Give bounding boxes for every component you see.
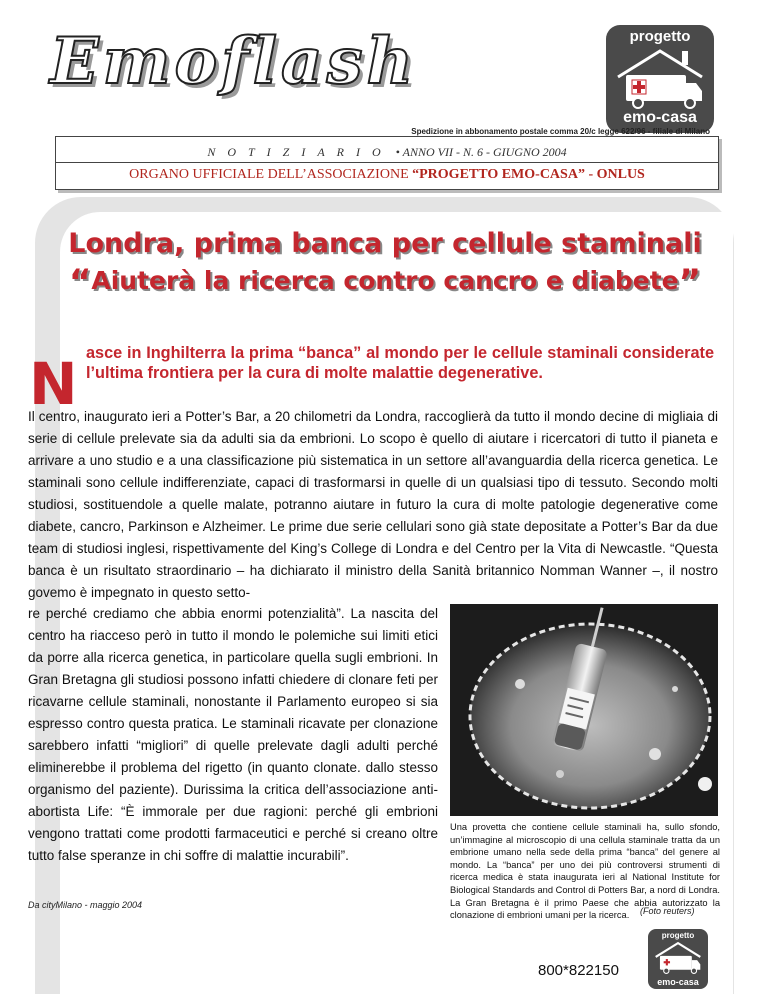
organo-name: “PROGETTO EMO-CASA” [412,167,585,182]
photo-credit: (Foto reuters) [640,906,695,916]
progetto-emo-casa-logo [606,25,714,133]
article-title-line2 [40,262,730,302]
organo-suffix: - ONLUS [588,167,645,182]
stem-cell-photo [450,604,718,816]
divider [56,162,718,163]
title-line2-text: Aiuterà la ricerca contro cancro e diabete [91,266,679,295]
drop-cap: N [29,350,78,418]
logo-top-text: progetto [629,28,691,45]
logo-bottom-text: emo-casa [623,109,697,126]
article-body-column: re perché crediamo che abbia enormi potenzialità”. La nascita del centro ha riacceso però in tutto il mondo le polemiche sui limiti etici da porre alla ricerca genetica, in particolare quella sugli embrioni. In Gran Bretagna gli studiosi possono infatti chiedere di clonare feti per ricavarne cellule staminali, nonostante il Parlamento europeo si sia espresso contro questa pratica. Le staminali ricavate per clonazione sarebbero infatti “migliori” di quelle prelevate dagli adulti perché eliminerebbe il problema del rigetto (in quanto clonate. dallo stesso organismo del paziente). Durissima la critica dell’associazione anti-abortista Life: “È immorale per due ragioni: perché gli embrioni vengono trattati come prodotti farmaceutici e perché si creano oltre tutto false speranze in chi soffre di malattie incurabili”. [28,606,438,863]
progetto-emo-casa-logo-small [648,929,708,989]
notiziario-label: NOTIZIARIO [207,145,393,159]
issue-info: • ANNO VII - N. 6 - GIUGNO 2004 [395,145,567,159]
article-title-line1: Londra, prima banca per cellule staminali [68,228,702,259]
phone-number: 800*822150 [538,962,619,979]
organo-prefix: ORGANO UFFICIALE DELL’ASSOCIAZIONE [129,167,409,182]
title-open-quote: “ [69,262,92,302]
house-van-icon-small [652,941,704,975]
organo-line [56,167,718,183]
title-close-quote: ” [678,262,701,302]
house-van-icon [612,47,708,111]
logo-small-bottom-text: emo-casa [657,977,699,987]
logo-small-top-text: progetto [661,931,695,940]
article-lead: asce in Inghilterra la prima “banca” al mondo per le cellule staminali considerate l’ultima frontiera per la cura di molte malattie degenerative. [86,344,714,382]
header-info-box [55,136,719,190]
article-body-full: Il centro, inaugurato ieri a Potter’s Bar, a 20 chilometri da Londra, raccoglierà da tutto il mondo decine di migliaia di serie di cellule prelevate sia da adulti sia da embrioni. Lo scopo è quello di aiutare i ricercatori di tutto il pianeta e arrivare a uno studio e a una classificazione più sistematica in un settore all’avanguardia della ricerca genetica. Le staminali sono cellule indifferenziate, capaci di trasformarsi in quelle di un qualsiasi tipo di tessuto. Secondo molti studiosi, sostituendole a quelle malate, potranno aiutare in futuro la cura di molte patologie degenerative come diabete, cancro, Parkinson e Alzheimer. Le prime due serie cellulari sono già state depositate a Potter’s Bar da due team di studiosi inglesi, rispettivamente del King’s College di Londra e del Centro per la Vita di Newcastle. “Questa banca è un risultato straordinario – ha dichiarato il ministro della Sanità britannico Nomman Wanner –, il nostro govemo è impegnato in questo setto- [28,409,718,600]
article-source: Da cityMilano - maggio 2004 [28,900,143,910]
masthead-title: Emoflash [50,24,418,99]
issue-line [56,145,718,160]
postal-notice: Spedizione in abbonamento postale comma 20/c legge 622/96 - filiale di Milano [411,127,710,136]
test-tube-microscope-image [450,604,718,816]
photo-caption: Una provetta che contiene cellule staminali ha, sullo sfondo, un’immagine al microscopio di una cellula staminale tratta da un embrione umano nella sede della prima “banca” del genere al mondo. La “banca” per uno dei più controversi strumenti di ricerca medica è stata inaugurata ieri al National Institute for Biological Standards and Control di Potters Bar, a nord di Londra. La Gran Bretagna è il primo Paese che abbia autorizzato la clonazione di embrioni umani per la ricerca. [450,822,720,921]
